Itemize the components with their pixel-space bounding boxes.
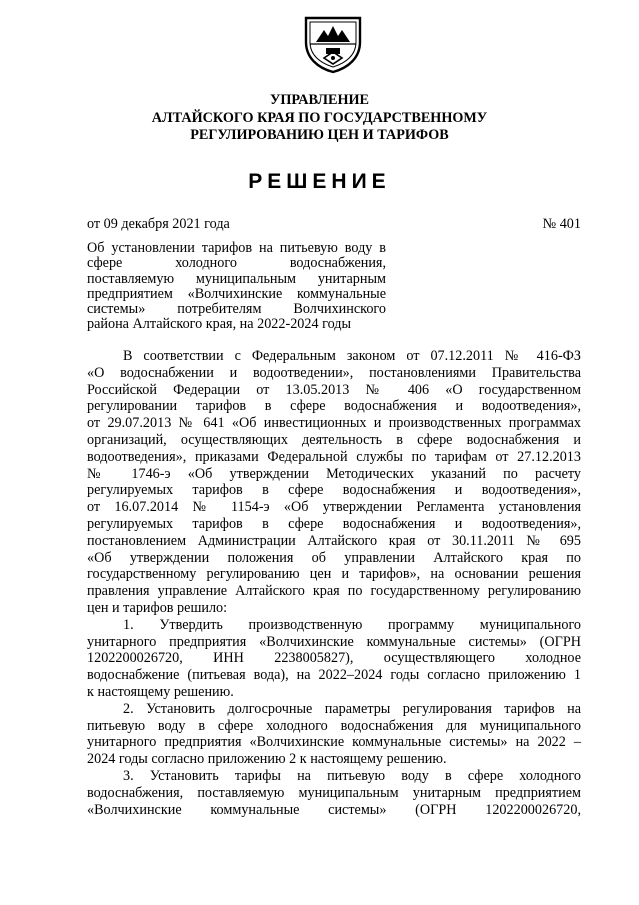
body-line: регулировании тарифов в сфере водоснабжения и водоотведения», — [87, 398, 581, 415]
body-line: водоотведения», приказами Федеральной службы по тарифам от 27.12.2013 — [87, 448, 581, 465]
subject-line: поставляемую муниципальным унитарным — [87, 270, 386, 287]
body-line: Российской Федерации от 13.05.2013 № 406 «О государственном — [87, 381, 581, 398]
body-line: 2024 годы согласно приложению 2 к настоящему решению. — [87, 751, 447, 768]
body-line: № 1746-э «Об утверждении Методических указаний по расчету — [87, 465, 581, 482]
body-line: 3. Установить тарифы на питьевую воду в сфере холодного — [123, 767, 581, 784]
subject-line: системы» потребителям Волчихинского — [87, 301, 386, 318]
body-line: водоснабжение (питьевая вода), на 2022–2024 годы согласно приложению 1 — [87, 667, 581, 684]
subject-line: Об установлении тарифов на питьевую воду в — [87, 240, 386, 256]
subject-line: предприятием «Волчихинские коммунальные — [87, 285, 386, 302]
authority-line-3: РЕГУЛИРОВАНИЮ ЦЕН И ТАРИФОВ — [190, 127, 449, 143]
decision-item-1 — [87, 617, 581, 701]
body-line: 1. Утвердить производственную программу муниципального — [123, 616, 581, 633]
body-line: регулируемых тарифов в сфере водоснабжения и водоотведения», — [87, 515, 581, 532]
body-line: государственному регулированию цен и тарифов», на основании решения — [87, 566, 581, 583]
body-line: В соответствии с Федеральным законом от 07.12.2011 № 416-ФЗ — [123, 348, 581, 364]
document-subject — [87, 241, 386, 333]
body-line: 1202200026720, ИНН 2238005827), осуществляющего холодное — [87, 650, 581, 667]
body-line: водоснабжения, поставляемую муниципальным унитарным предприятием — [87, 784, 581, 801]
body-line: 2. Установить долгосрочные параметры регулирования тарифов на — [123, 700, 581, 717]
body-line: к настоящему решению. — [87, 683, 234, 700]
authority-line-2: АЛТАЙСКОГО КРАЯ ПО ГОСУДАРСТВЕННОМУ — [151, 109, 488, 126]
coat-of-arms-icon — [302, 14, 364, 74]
body-line: организаций, осуществляющих деятельность в сфере водоснабжения и — [87, 431, 581, 448]
decision-item-3 — [87, 768, 581, 818]
decision-item-2 — [87, 701, 581, 768]
body-line: цен и тарифов решило: — [87, 599, 228, 616]
body-line: «О водоснабжении и водоотведении», постановлениями Правительства — [87, 364, 581, 381]
document-date: от 09 декабря 2021 года — [87, 216, 230, 232]
body-line: правления управление Алтайского края по государственному регулированию — [87, 583, 581, 600]
body-line: унитарного предприятия «Волчихинские коммунальные системы» (ОГРН — [87, 633, 581, 650]
body-line: постановлением Администрации Алтайского края от 30.11.2011 № 695 — [87, 532, 581, 549]
body-line: регулируемых тарифов в сфере водоснабжения и водоотведения», — [87, 482, 581, 499]
body-line: от 29.07.2013 № 641 «Об инвестиционных и производственных программах — [87, 415, 581, 432]
body-line: от 16.07.2014 № 1154-э «Об утверждении Регламента установления — [87, 499, 581, 516]
issuing-authority — [0, 92, 639, 145]
document-number: № 401 — [542, 216, 581, 232]
body-line: «Об утверждении положения об управлении Алтайского края по — [87, 549, 581, 566]
subject-line: сфере холодного водоснабжения, — [87, 255, 386, 272]
authority-line-1: УПРАВЛЕНИЕ — [269, 92, 370, 108]
body-line: унитарного предприятия «Волчихинские коммунальные системы» на 2022 – — [87, 734, 581, 751]
subject-line: района Алтайского края, на 2022-2024 годы — [87, 316, 352, 333]
document-type-title: РЕШЕНИЕ — [248, 170, 391, 193]
body-line: питьевую воду в сфере холодного водоснабжения для муниципального — [87, 717, 581, 734]
document-body — [87, 348, 581, 818]
preamble-paragraph — [87, 348, 581, 617]
body-line: «Волчихинские коммунальные системы» (ОГРН 1202200026720, — [87, 801, 581, 818]
